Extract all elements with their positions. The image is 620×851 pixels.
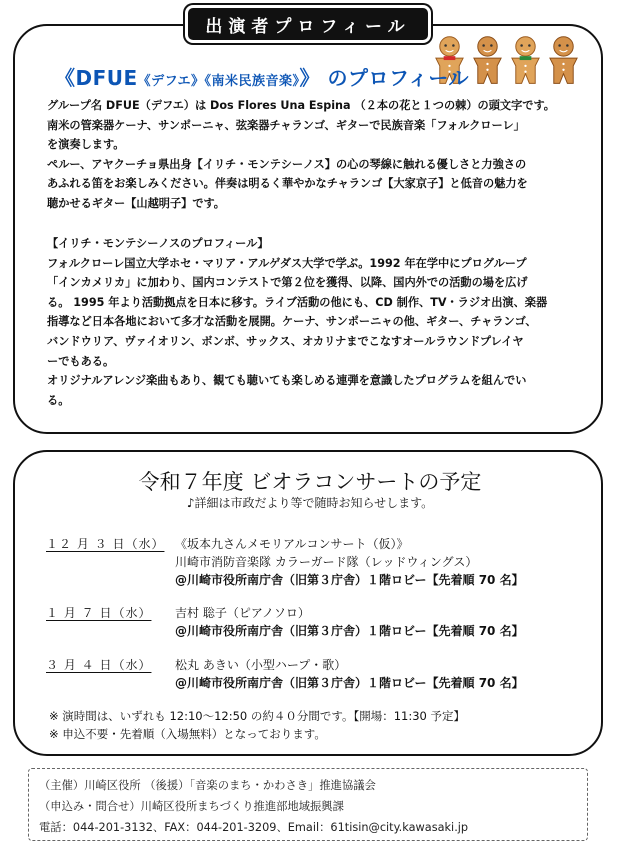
footer-organizer: （主催）川崎区役所 （後援）「音楽のまち・かわさき」推進協議会 bbox=[39, 779, 376, 792]
event-venue: @川崎市役所南庁舎（旧第３庁舎）１階ロビー【先着順 70 名】 bbox=[175, 676, 524, 690]
paragraph-line: ーでもある。 bbox=[47, 354, 115, 368]
event-venue: @川崎市役所南庁舎（旧第３庁舎）１階ロビー【先着順 70 名】 bbox=[175, 573, 524, 587]
schedule-note-time: ※ 演時間は、いずれも 12:10～12:50 の約４０分間です。【開場：11:30 予定】 bbox=[49, 709, 466, 723]
paragraph-line: 南米の管楽器ケーナ、サンポーニャ、弦楽器チャランゴ、ギターで民族音楽「フォルクローレ」 bbox=[47, 118, 525, 132]
event-performer-detail: 川崎市消防音楽隊 カラーガード隊（レッドウィングス） bbox=[175, 555, 478, 569]
paragraph-line: る。 1995 年より活動拠点を日本に移す。ライブ活動の他にも、CD 制作、TV・ラジオ出演、楽器 bbox=[47, 295, 548, 309]
profile-title-kana: 《デフエ》 bbox=[137, 74, 205, 89]
banner-text: 出演者プロフィール bbox=[205, 16, 411, 37]
profile-title-genre: 《南米民族音楽》 bbox=[204, 74, 300, 89]
paragraph-line: あふれる笛をお楽しみください。伴奏は明るく華やかなチャランゴ【大家京子】と低音の魅力を bbox=[47, 177, 528, 191]
paragraph-line: 「インカメリカ」に加わり、国内コンテストで第２位を獲得、以降、国内外での活動の場を広げ bbox=[47, 276, 528, 290]
gingerbread-icon bbox=[508, 34, 543, 90]
paragraph-line: バンドウリア、ヴァイオリン、ボンボ、サックス、オカリナまでこなすオールラウンドプレイヤ bbox=[47, 334, 524, 348]
paragraph-line: グループ名 DFUE（デフエ）は Dos Flores Una Espina （２本の花と１つの棘）の頭文字です。 bbox=[47, 99, 555, 112]
event-performer: 松丸 あきい（小型ハープ・歌） bbox=[175, 658, 347, 672]
footer-contact: 電話：044-201-3132、FAX：044-201-3209、Email：61tisin@city.kawasaki.jp bbox=[39, 821, 469, 834]
event-date: ３ 月 ４ 日（水） bbox=[46, 658, 152, 672]
paragraph-line: 聴かせるギター【山越明子】です。 bbox=[47, 196, 225, 210]
event-date: １ 月 ７ 日（水） bbox=[46, 606, 152, 620]
event-date: １２ 月 ３ 日（水） bbox=[46, 537, 165, 551]
profile-title-tail: 》 のプロフィール bbox=[299, 66, 470, 90]
schedule-title: 令和７年度 ビオラコンサートの予定 bbox=[138, 470, 482, 494]
event-venue: @川崎市役所南庁舎（旧第３庁舎）１階ロビー【先着順 70 名】 bbox=[175, 624, 524, 638]
footer-inquiry: （申込み・問合せ）川崎区役所まちづくり推進部地域振興課 bbox=[39, 800, 344, 813]
schedule-note-admission: ※ 申込不要・先着順（入場無料）となっております。 bbox=[49, 727, 326, 741]
schedule-item-3-date bbox=[46, 656, 151, 673]
schedule-item-1-date bbox=[46, 535, 164, 552]
group-description bbox=[47, 96, 587, 214]
paragraph-line: ペルー、アヤクーチョ県出身【イリチ・モンテシーノス】の心の琴線に触れる優しさと力強さの bbox=[47, 157, 527, 171]
gingerbread-icon bbox=[470, 34, 505, 90]
paragraph-line: フォルクローレ国立大学ホセ・マリア・アルゲダス大学で学ぶ。1992 年在学中にプログループ bbox=[47, 256, 527, 270]
profile-title-main: 《DFUE bbox=[55, 66, 138, 90]
performer-biography bbox=[47, 234, 587, 410]
contact-footer bbox=[28, 768, 588, 841]
paragraph-line: を演奏します。 bbox=[47, 138, 125, 152]
schedule-item-2-date bbox=[46, 604, 151, 621]
gingerbread-icon bbox=[546, 34, 581, 90]
event-performer: 吉村 聡子（ピアノソロ） bbox=[175, 606, 310, 620]
profile-title bbox=[55, 62, 469, 91]
paragraph-line: オリジナルアレンジ楽曲もあり、観ても聴いても楽しめる連弾を意識したプログラムを組んでい bbox=[47, 374, 527, 388]
paragraph-line: る。 bbox=[47, 393, 70, 407]
paragraph-line: 指導など日本各地において多才な活動を展開。ケーナ、サンポーニャの他、ギター、チャランゴ、 bbox=[47, 315, 537, 329]
event-performer: 《坂本九さんメモリアルコンサート（仮）》 bbox=[175, 537, 409, 551]
schedule-subtitle: ♪詳細は市政だより等で随時お知らせします。 bbox=[186, 496, 434, 510]
performer-profile-banner bbox=[188, 8, 428, 40]
paragraph-line: 【イリチ・モンテシーノスのプロフィール】 bbox=[47, 237, 269, 250]
